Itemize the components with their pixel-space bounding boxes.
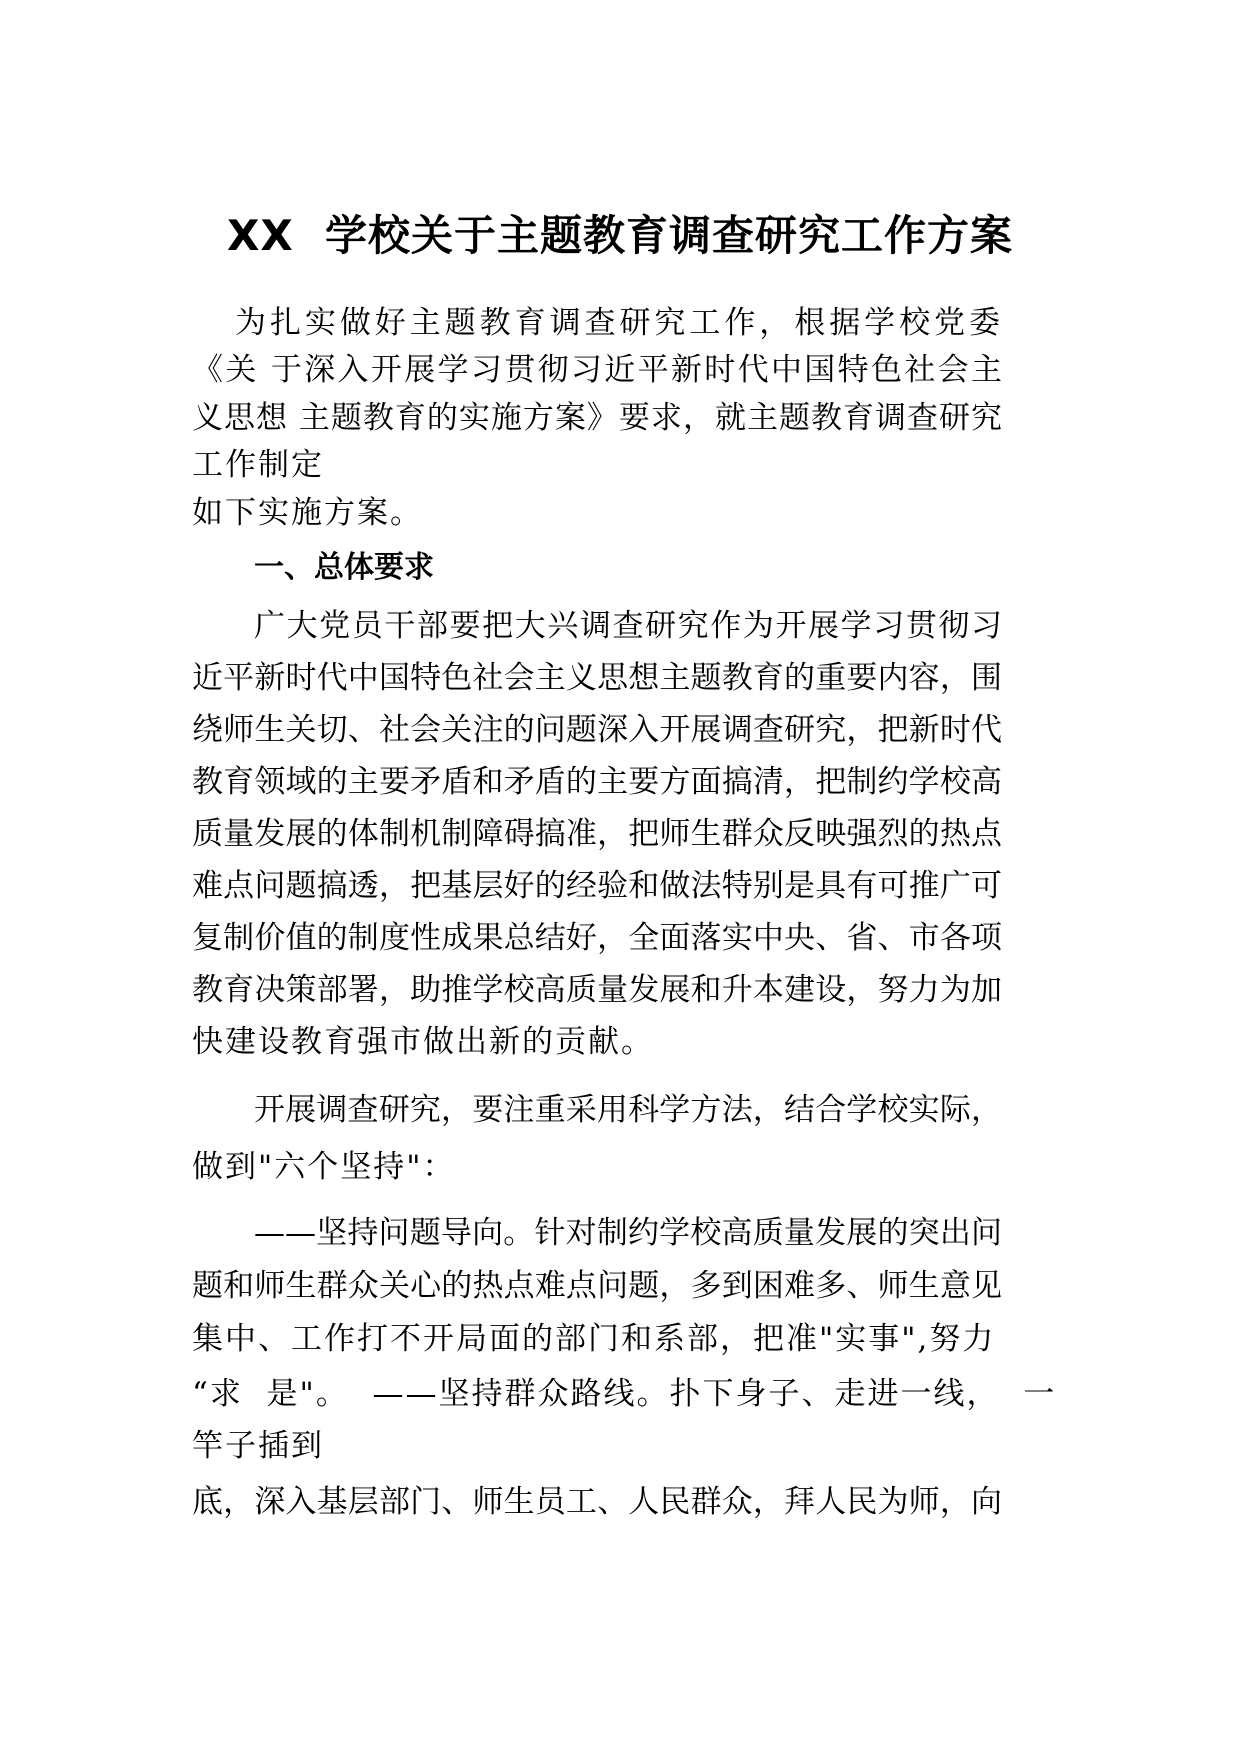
body-line: 如下实施方案。 bbox=[192, 495, 423, 531]
body-line: 义思想 主题教育的实施方案》要求，就主题教育调查研究 bbox=[192, 400, 1002, 436]
body-line: 为扎实做好主题教育调查研究工作，根据学校党委 bbox=[235, 305, 1002, 341]
body-line: 集中、工作打不开局面的部门和系部，把准"实事",努力 bbox=[192, 1321, 996, 1357]
body-line: 教育领域的主要矛盾和矛盾的主要方面搞清，把制约学校高 bbox=[192, 764, 1002, 800]
body-line: 质量发展的体制机制障碍搞准，把师生群众反映强烈的热点 bbox=[192, 816, 1002, 852]
body-line: 《关 于深入开展学习贯彻习近平新时代中国特色社会主 bbox=[192, 352, 1002, 388]
body-line: 难点问题搞透，把基层好的经验和做法特别是具有可推广可 bbox=[192, 868, 1002, 904]
body-line: 快建设教育强市做出新的贡献。 bbox=[192, 1024, 654, 1060]
body-line: “求 是"。 ——坚持群众路线。扑下身子、走进一线， 一 bbox=[192, 1376, 1057, 1412]
body-line: 广大党员干部要把大兴调查研究作为开展学习贯彻习 bbox=[254, 608, 1002, 644]
page-title: XX 学校关于主题教育调查研究工作方案 bbox=[226, 211, 1013, 260]
body-line: 工作制定 bbox=[192, 447, 324, 483]
body-line: 题和师生群众关心的热点难点问题，多到困难多、师生意见 bbox=[192, 1268, 1002, 1304]
body-line: 做到"六个坚持"： bbox=[192, 1149, 456, 1185]
body-line: 复制价值的制度性成果总结好，全面落实中央、省、市各项 bbox=[192, 920, 1002, 956]
body-line: 绕师生关切、社会关注的问题深入开展调查研究，把新时代 bbox=[192, 712, 1002, 748]
body-line: ——坚持问题导向。针对制约学校高质量发展的突出问 bbox=[254, 1215, 1002, 1251]
body-line: 近平新时代中国特色社会主义思想主题教育的重要内容，围 bbox=[192, 660, 1002, 696]
section-heading: 一、总体要求 bbox=[254, 550, 434, 585]
body-line: 竿子插到 bbox=[192, 1428, 324, 1464]
body-line: 教育决策部署，助推学校高质量发展和升本建设，努力为加 bbox=[192, 972, 1002, 1008]
body-line: 开展调查研究，要注重采用科学方法，结合学校实际， bbox=[254, 1092, 1002, 1128]
body-line: 底，深入基层部门、师生员工、人民群众，拜人民为师，向 bbox=[192, 1484, 1002, 1520]
